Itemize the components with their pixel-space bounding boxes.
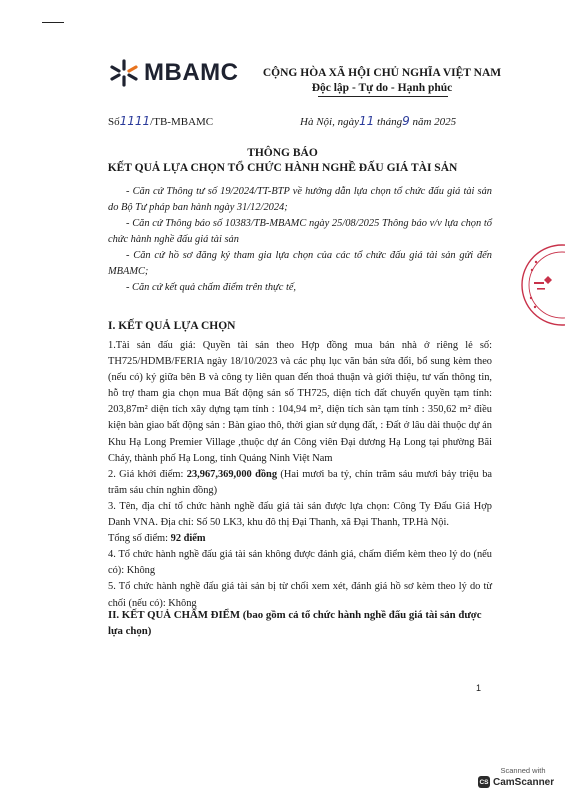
item-not-evaluated: 4. Tổ chức hành nghề đấu giá tài sản không được đánh giá, chấm điểm kèm theo lý do (nếu có): Không [108, 549, 492, 577]
notice-subtitle: KẾT QUẢ LỰA CHỌN TỔ CHỨC HÀNH NGHỀ ĐẤU GIÁ TÀI SẢN [107, 162, 458, 174]
document-reference [108, 114, 213, 128]
ref-suffix: /TB-MBAMC [150, 116, 214, 128]
mbamc-logo [108, 58, 238, 88]
basis-item: - Căn cứ Thông tư số 19/2024/TT-BTP về hướng dẫn lựa chọn tổ chức đấu giá tài sản do Bộ Tư pháp ban hành ngày 31/12/2024; [108, 186, 492, 213]
scanned-with-label: Scanned with [500, 766, 546, 775]
page-number: 1 [476, 683, 482, 693]
section-2-heading [108, 607, 498, 639]
basis-item: - Căn cứ Thông báo số 10383/TB-MBAMC ngày 25/08/2025 Thông báo v/v lựa chọn tổ chức hành nghề đấu giá tài sản [108, 218, 492, 245]
logo-text: MBAMC [144, 59, 239, 86]
republic-name: CỘNG HÒA XÃ HỘI CHỦ NGHĨA VIỆT NAM [262, 67, 502, 79]
date-prefix: Hà Nội, ngày [300, 116, 359, 128]
section-1-body [108, 338, 492, 612]
item-total-score [108, 531, 492, 547]
mbamc-star-icon [108, 58, 140, 88]
camscanner-icon: CS [478, 776, 490, 788]
total-score-label: Tổng số điểm: [108, 533, 171, 545]
date-year: năm 2025 [412, 116, 457, 128]
legal-basis [108, 184, 492, 296]
section-2-note: (bao gồm cả tổ chức hành nghề đấu giá tài sản được lựa chọn) [108, 609, 482, 637]
red-seal-stamp [506, 242, 565, 333]
handwritten-day: 11 [358, 114, 375, 128]
price-label: 2. Giá khởi điểm: [108, 468, 187, 480]
date-line [300, 114, 456, 128]
national-motto: Độc lập - Tự do - Hạnh phúc [311, 82, 453, 94]
total-score-value: 92 điểm [170, 533, 206, 545]
date-month-label: tháng [377, 116, 403, 128]
section-1-heading: I. KẾT QUẢ LỰA CHỌN [108, 320, 236, 332]
item-selected-organization: 3. Tên, địa chỉ tổ chức hành nghề đấu giá tài sản được lựa chọn: Công Ty Đấu Giá Hợp Danh VNA. Địa chỉ: Số 50 LK3, khu đô thị Đại Thanh, xã Đại Thanh, TP.Hà Nội. [108, 500, 492, 529]
item-rejected: 5. Tổ chức hành nghề đấu giá tài sản bị từ chối xem xét, đánh giá hồ sơ kèm theo lý do từ chối (nếu có): Không [108, 581, 492, 609]
handwritten-ref-number: 1111 [119, 114, 151, 128]
notice-title: THÔNG BÁO [247, 147, 318, 159]
section-2-title: II. KẾT QUẢ CHẤM ĐIỂM [108, 609, 241, 621]
item-starting-price [108, 467, 492, 499]
ref-prefix: Số [108, 116, 120, 128]
price-words: (Hai mươi ba tỷ, chín trăm sáu mươi bảy triệu ba trăm sáu chín nghìn đồng) [108, 468, 492, 496]
basis-item: - Căn cứ hồ sơ đăng ký tham gia lựa chọn của các tổ chức đấu giá tài sản gửi đến MBAMC; [108, 250, 492, 277]
basis-item: - Căn cứ kết quả chấm điểm trên thực tế, [126, 282, 297, 293]
motto-underline [318, 96, 448, 97]
camscanner-watermark [478, 766, 558, 788]
camscanner-name: CamScanner [493, 776, 555, 788]
handwritten-month: 9 [402, 114, 410, 128]
margin-mark [42, 22, 64, 23]
price-value: 23,967,369,000 đồng [186, 468, 278, 480]
item-asset: 1.Tài sản đấu giá: Quyền tài sản theo Hợp đồng mua bán nhà ở riêng lẻ số: TH725/HDMB/FERIA ngày 18/10/2023 và các phụ lục văn bản sửa đổi, bổ sung kèm theo (nếu có) ký giữa bên B và công ty liên quan đến thoả thuận và giới thiệu, tư vấn thông tin, hỗ trợ tham gia chọn mua Bất động sản số TH725, diện tích đất chuyển quyền tạm tính: 203,87m² diện tích xây dựng tạm tính : 104,94 m², diện tích sàn tạm tính : 350,62 m² điều kiện bàn giao bất động sản : Bàn giao thô, thời gian sử dụng đất, : Đất ở lâu dài thuộc dự án Khu Hạ Long Premier Village ,thuộc dự án Công viên Đại dương Hạ Long tại phường Bãi Cháy, thành phố Hạ Long, tỉnh Quảng Ninh Việt Nam [108, 340, 492, 464]
